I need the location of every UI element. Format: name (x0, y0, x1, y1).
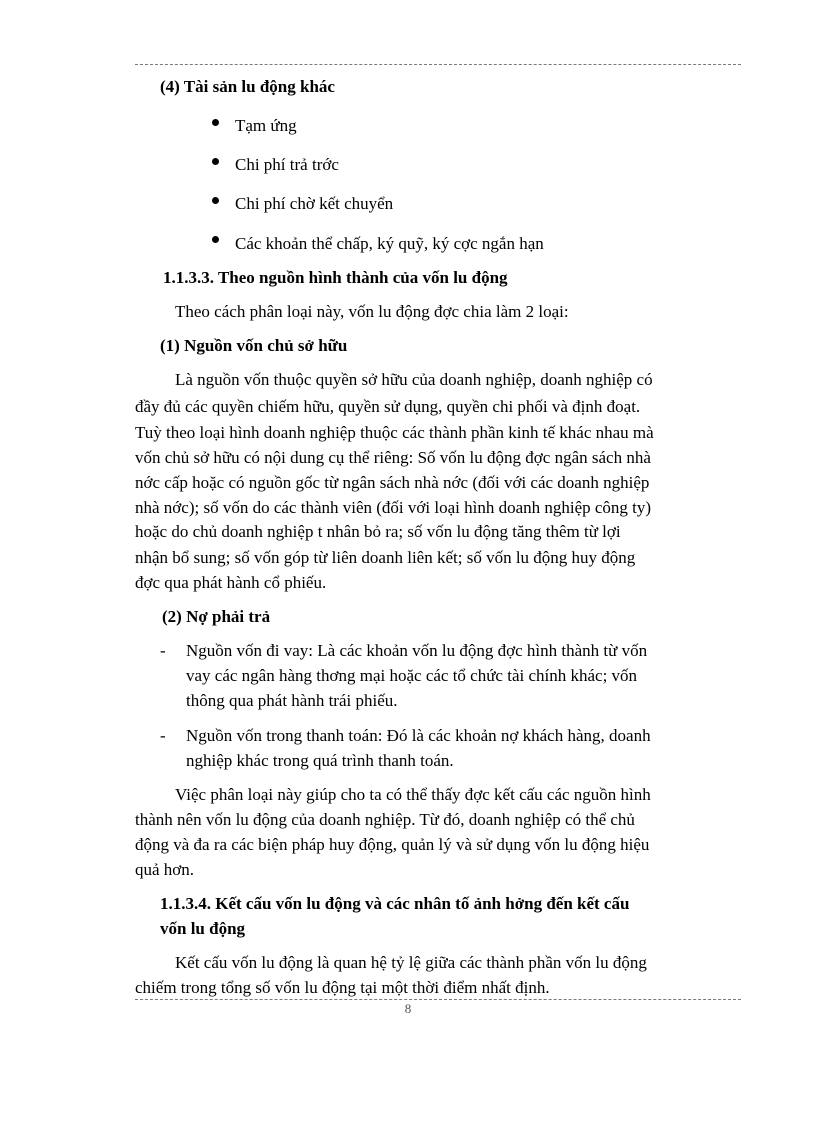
header-rule (135, 64, 741, 65)
bullet-dot-icon (212, 158, 219, 165)
paragraph-line: động và đa ra các biện pháp huy động, quản lý và sử dụng vốn lu động hiệu (135, 835, 650, 854)
paragraph-line: nớc cấp hoặc có nguồn gốc từ ngân sách nhà nớc (đối với các doanh nghiệp (135, 473, 650, 492)
paragraph-line: Kết cấu vốn lu động là quan hệ tỷ lệ giữa các thành phần vốn lu động (175, 953, 647, 972)
dash-item-line: nghiệp khác trong quá trình thanh toán. (186, 751, 454, 770)
paragraph-line: quả hơn. (135, 860, 195, 879)
paragraph-line: đầy đủ các quyền chiếm hữu, quyền sử dụng, quyền chi phối và định đoạt. (135, 397, 641, 416)
bullet-dot-icon (212, 197, 219, 204)
dash-marker: - (160, 641, 166, 660)
bullet-item: Các khoản thể chấp, ký quỹ, ký cợc ngắn hạn (235, 234, 544, 253)
paragraph-line: Tuỳ theo loại hình doanh nghiệp thuộc các thành phần kinh tế khác nhau mà (135, 423, 654, 442)
paragraph-line: chiếm trong tổng số vốn lu động tại một thời điểm nhất định. (135, 978, 550, 997)
paragraph-line: đợc qua phát hành cổ phiếu. (135, 573, 327, 592)
paragraph-line: thành nên vốn lu động của doanh nghiệp. Từ đó, doanh nghiệp có thể chủ (135, 810, 635, 829)
paragraph-line: hoặc do chủ doanh nghiệp t nhân bỏ ra; số vốn lu động tăng thêm từ lợi (135, 522, 621, 541)
bullet-item: Chi phí trả trớc (235, 155, 339, 174)
paragraph-line: nhà nớc); số vốn do các thành viên (đối với loại hình doanh nghiệp công ty) (135, 498, 652, 517)
section-heading-1134: 1.1.3.4. Kết cấu vốn lu động và các nhân tố ảnh hởng đến kết cấu (160, 894, 630, 913)
page-number: 8 (404, 1001, 412, 1016)
subheading-liabilities: (2) Nợ phải trả (162, 607, 271, 626)
bullet-item: Tạm ứng (235, 116, 297, 135)
paragraph-line: Là nguồn vốn thuộc quyền sở hữu của doanh nghiệp, doanh nghiệp có (175, 370, 653, 389)
dash-item-line: vay các ngân hàng thơng mại hoặc các tổ chức tài chính khác; vốn (186, 666, 638, 685)
section-heading-1133: 1.1.3.3. Theo nguồn hình thành của vốn lu động (163, 268, 508, 287)
dash-item-line: thông qua phát hành trái phiếu. (186, 691, 398, 710)
bullet-dot-icon (212, 119, 219, 126)
heading-other-current-assets: (4) Tài sản lu động khác (160, 77, 335, 96)
dash-item-line: Nguồn vốn trong thanh toán: Đó là các khoản nợ khách hàng, doanh (186, 726, 651, 745)
bullet-dot-icon (212, 236, 219, 243)
dash-marker: - (160, 726, 166, 745)
subheading-owner-equity: (1) Nguồn vốn chủ sở hữu (160, 336, 348, 355)
paragraph-line: nhận bổ sung; số vốn góp từ liên doanh liên kết; số vốn lu động huy động (135, 548, 636, 567)
intro-text: Theo cách phân loại này, vốn lu động đợc chia làm 2 loại: (175, 302, 569, 321)
paragraph-line: Việc phân loại này giúp cho ta có thể thấy đợc kết cấu các nguồn hình (175, 785, 651, 804)
paragraph-line: vốn chủ sở hữu có nội dung cụ thể riêng: Số vốn lu động đợc ngân sách nhà (135, 448, 651, 467)
footer-rule (135, 999, 741, 1000)
bullet-item: Chi phí chờ kết chuyển (235, 194, 394, 213)
section-heading-1134-cont: vốn lu động (160, 919, 246, 938)
dash-item-line: Nguồn vốn đi vay: Là các khoản vốn lu động đợc hình thành từ vốn (186, 641, 648, 660)
